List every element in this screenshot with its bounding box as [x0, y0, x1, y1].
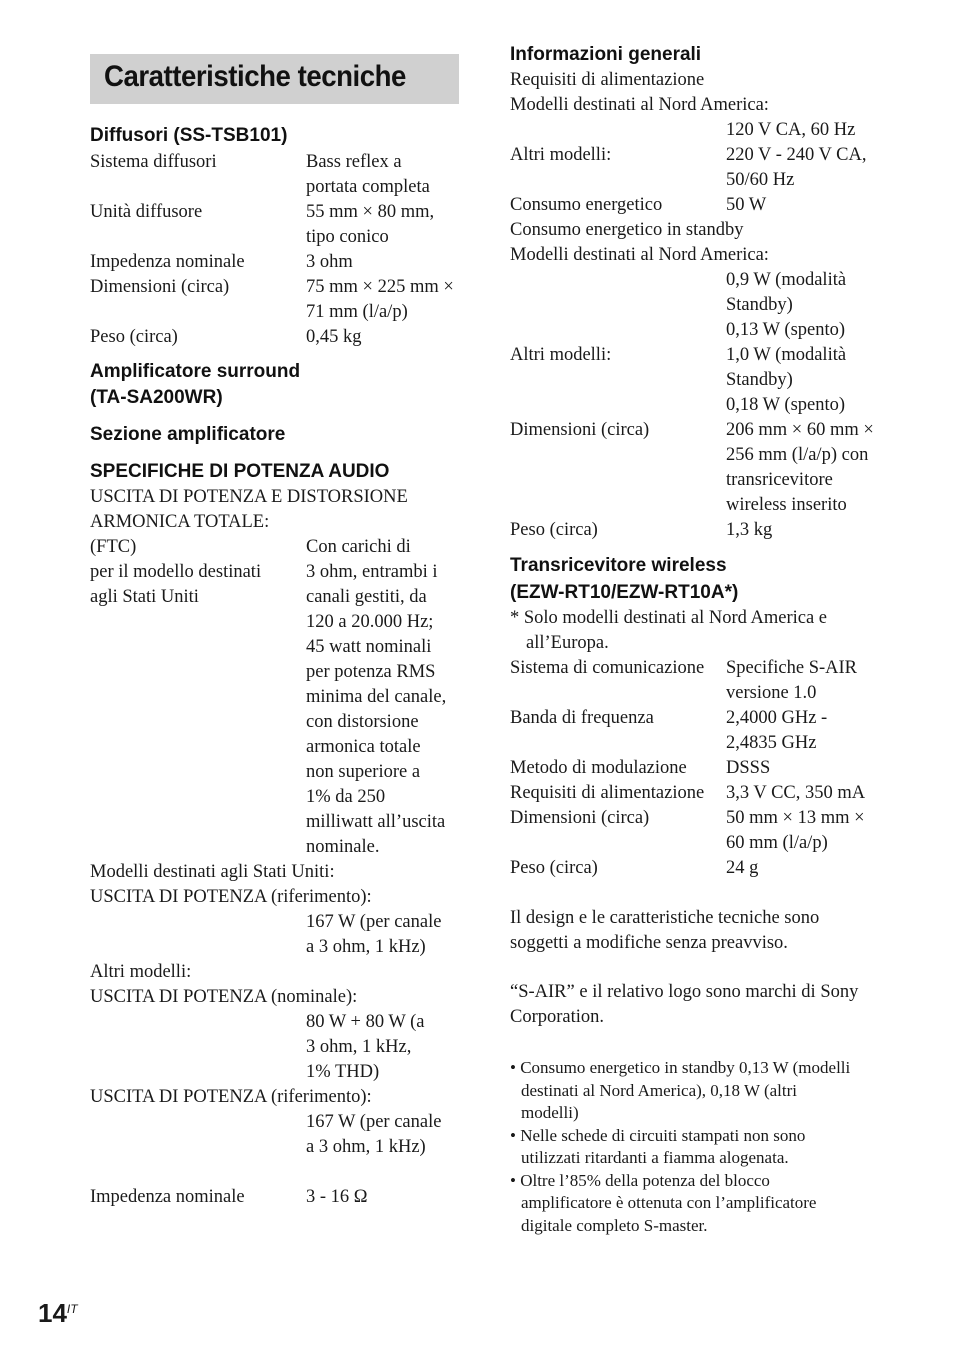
- spec-value: non superiore a: [306, 762, 421, 782]
- general-heading: Informazioni generali: [510, 44, 702, 65]
- spec-value: a 3 ohm, 1 kHz): [306, 1137, 426, 1157]
- spec-value: armonica totale: [306, 737, 421, 757]
- bullet-item: destinati al Nord America), 0,18 W (altri: [521, 1080, 798, 1100]
- spec-label: Dimensioni (circa): [510, 420, 650, 440]
- spec-value: Con carichi di: [306, 537, 411, 557]
- spec-label: Modelli destinati al Nord America:: [510, 95, 769, 115]
- us-ref-label: USCITA DI POTENZA (riferimento):: [90, 887, 372, 907]
- wireless-heading: Transricevitore wireless: [510, 555, 727, 576]
- spec-value: 75 mm × 225 mm ×: [306, 277, 454, 297]
- amp-model-heading: (TA-SA200WR): [90, 387, 223, 408]
- spec-text: USCITA DI POTENZA E DISTORSIONE: [90, 487, 408, 507]
- power-heading: SPECIFICHE DI POTENZA AUDIO: [90, 461, 390, 482]
- spec-value: 50/60 Hz: [726, 170, 795, 190]
- spec-value: DSSS: [726, 758, 771, 778]
- spec-value: 45 watt nominali: [306, 637, 432, 657]
- other-ref-label: USCITA DI POTENZA (riferimento):: [90, 1087, 372, 1107]
- spec-label: Peso (circa): [510, 858, 598, 878]
- spec-value: 167 W (per canale: [306, 1112, 442, 1132]
- spec-value: 1,3 kg: [726, 520, 773, 540]
- section-heading: Sezione amplificatore: [90, 424, 286, 445]
- trademark-text: Corporation.: [510, 1007, 605, 1027]
- spec-value: a 3 ohm, 1 kHz): [306, 937, 426, 957]
- page-language: IT: [66, 1302, 78, 1316]
- page-title: Caratteristiche tecniche: [104, 60, 406, 93]
- spec-label: Unità diffusore: [90, 202, 203, 222]
- wireless-footnote-cont: all’Europa.: [526, 633, 609, 653]
- spec-value: 2,4000 GHz -: [726, 708, 828, 728]
- spec-value: 167 W (per canale: [306, 912, 442, 932]
- spec-value: con distorsione: [306, 712, 419, 732]
- spec-value: 2,4835 GHz: [726, 733, 817, 753]
- spec-value: 0,13 W (spento): [726, 320, 846, 340]
- bullet-item: modelli): [521, 1103, 579, 1122]
- spec-value: 220 V - 240 V CA,: [726, 145, 867, 165]
- bullet-item: digitale completo S-master.: [521, 1215, 708, 1235]
- spec-label: Impedenza nominale: [90, 252, 245, 272]
- spec-value: 55 mm × 80 mm,: [306, 202, 435, 222]
- spec-value: 60 mm (l/a/p): [726, 833, 828, 853]
- spec-value: wireless inserito: [726, 495, 847, 515]
- spec-value: 71 mm (l/a/p): [306, 302, 408, 322]
- bullet-item: • Oltre l’85% della potenza del blocco: [510, 1170, 770, 1190]
- spec-value: tipo conico: [306, 227, 389, 247]
- spec-label: Peso (circa): [510, 520, 598, 540]
- spec-value: 3,3 V CC, 350 mA: [726, 783, 866, 803]
- spec-label: (FTC): [90, 537, 137, 557]
- spec-value: 0,18 W (spento): [726, 395, 846, 415]
- page-title-box: [90, 54, 459, 104]
- bullet-item: • Nelle schede di circuiti stampati non sono: [510, 1125, 806, 1145]
- wireless-footnote: * Solo modelli destinati al Nord America e: [510, 608, 828, 628]
- spec-label: Altri modelli:: [510, 345, 612, 365]
- spec-value: 3 ohm: [306, 252, 353, 272]
- trademark-text: “S-AIR” e il relativo logo sono marchi di Sony: [510, 982, 859, 1002]
- notice-text: soggetti a modifiche senza preavviso.: [510, 933, 788, 953]
- spec-value: Standby): [726, 370, 793, 390]
- bullet-item: utilizzati ritardanti a fiamma alogenata.: [521, 1148, 789, 1167]
- amp-heading: Amplificatore surround: [90, 361, 301, 382]
- spec-label: Altri modelli:: [510, 145, 612, 165]
- spec-value: nominale.: [306, 837, 380, 857]
- spec-label: agli Stati Uniti: [90, 587, 199, 607]
- spec-label: Sistema diffusori: [90, 152, 217, 172]
- spec-value: 1,0 W (modalità: [726, 345, 847, 365]
- spec-value: 3 ohm, 1 kHz,: [306, 1037, 412, 1057]
- spec-value: 50 W: [726, 195, 767, 215]
- spec-label: Dimensioni (circa): [510, 808, 650, 828]
- spec-value: 3 ohm, entrambi i: [306, 562, 438, 582]
- spec-label: Consumo energetico: [510, 195, 663, 215]
- spec-value: versione 1.0: [726, 683, 817, 703]
- spec-value: 24 g: [726, 858, 759, 878]
- spec-value: 1% THD): [306, 1062, 380, 1082]
- spec-value: 120 a 20.000 Hz;: [306, 612, 434, 632]
- spec-value: canali gestiti, da: [306, 587, 427, 607]
- spec-value: portata completa: [306, 177, 430, 197]
- spec-label: Metodo di modulazione: [510, 758, 687, 778]
- bullet-item: amplificatore è ottenuta con l’amplificatore: [521, 1193, 817, 1212]
- spec-label: Banda di frequenza: [510, 708, 654, 728]
- spec-value: 1% da 250: [306, 787, 386, 807]
- speakers-heading: Diffusori (SS-TSB101): [90, 125, 288, 146]
- spec-label: per il modello destinati: [90, 562, 262, 582]
- spec-value: transricevitore: [726, 470, 833, 490]
- spec-value: per potenza RMS: [306, 662, 436, 682]
- spec-label: Consumo energetico in standby: [510, 220, 744, 240]
- spec-label: Peso (circa): [90, 327, 178, 347]
- spec-value: minima del canale,: [306, 687, 447, 707]
- spec-value: 120 V CA, 60 Hz: [726, 120, 856, 140]
- spec-label: Modelli destinati al Nord America:: [510, 245, 769, 265]
- bullet-item: • Consumo energetico in standby 0,13 W (modelli: [510, 1058, 851, 1077]
- spec-value: 50 mm × 13 mm ×: [726, 808, 865, 828]
- us-models-label: Modelli destinati agli Stati Uniti:: [90, 862, 335, 882]
- spec-value: 0,45 kg: [306, 327, 362, 347]
- spec-label: Sistema di comunicazione: [510, 658, 705, 678]
- notice-text: Il design e le caratteristiche tecniche sono: [510, 908, 820, 928]
- spec-value: 0,9 W (modalità: [726, 270, 847, 290]
- impedance-label: Impedenza nominale: [90, 1187, 245, 1207]
- spec-text: ARMONICA TOTALE:: [90, 512, 270, 532]
- page-number-value: 14: [38, 1298, 67, 1328]
- wireless-model-heading: (EZW-RT10/EZW-RT10A*): [510, 582, 739, 603]
- other-models-label: Altri modelli:: [90, 962, 192, 982]
- spec-value: 206 mm × 60 mm ×: [726, 420, 874, 440]
- spec-label: Requisiti di alimentazione: [510, 70, 705, 90]
- impedance-value: 3 - 16 Ω: [306, 1187, 368, 1207]
- page-number: [38, 1298, 78, 1329]
- spec-value: Specifiche S-AIR: [726, 658, 858, 678]
- spec-label: Requisiti di alimentazione: [510, 783, 705, 803]
- spec-value: 256 mm (l/a/p) con: [726, 445, 869, 465]
- spec-value: milliwatt all’uscita: [306, 812, 446, 832]
- spec-label: Dimensioni (circa): [90, 277, 230, 297]
- spec-value: Standby): [726, 295, 793, 315]
- spec-value: 80 W + 80 W (a: [306, 1012, 425, 1032]
- spec-value: Bass reflex a: [306, 152, 402, 172]
- other-nominal-label: USCITA DI POTENZA (nominale):: [90, 987, 358, 1007]
